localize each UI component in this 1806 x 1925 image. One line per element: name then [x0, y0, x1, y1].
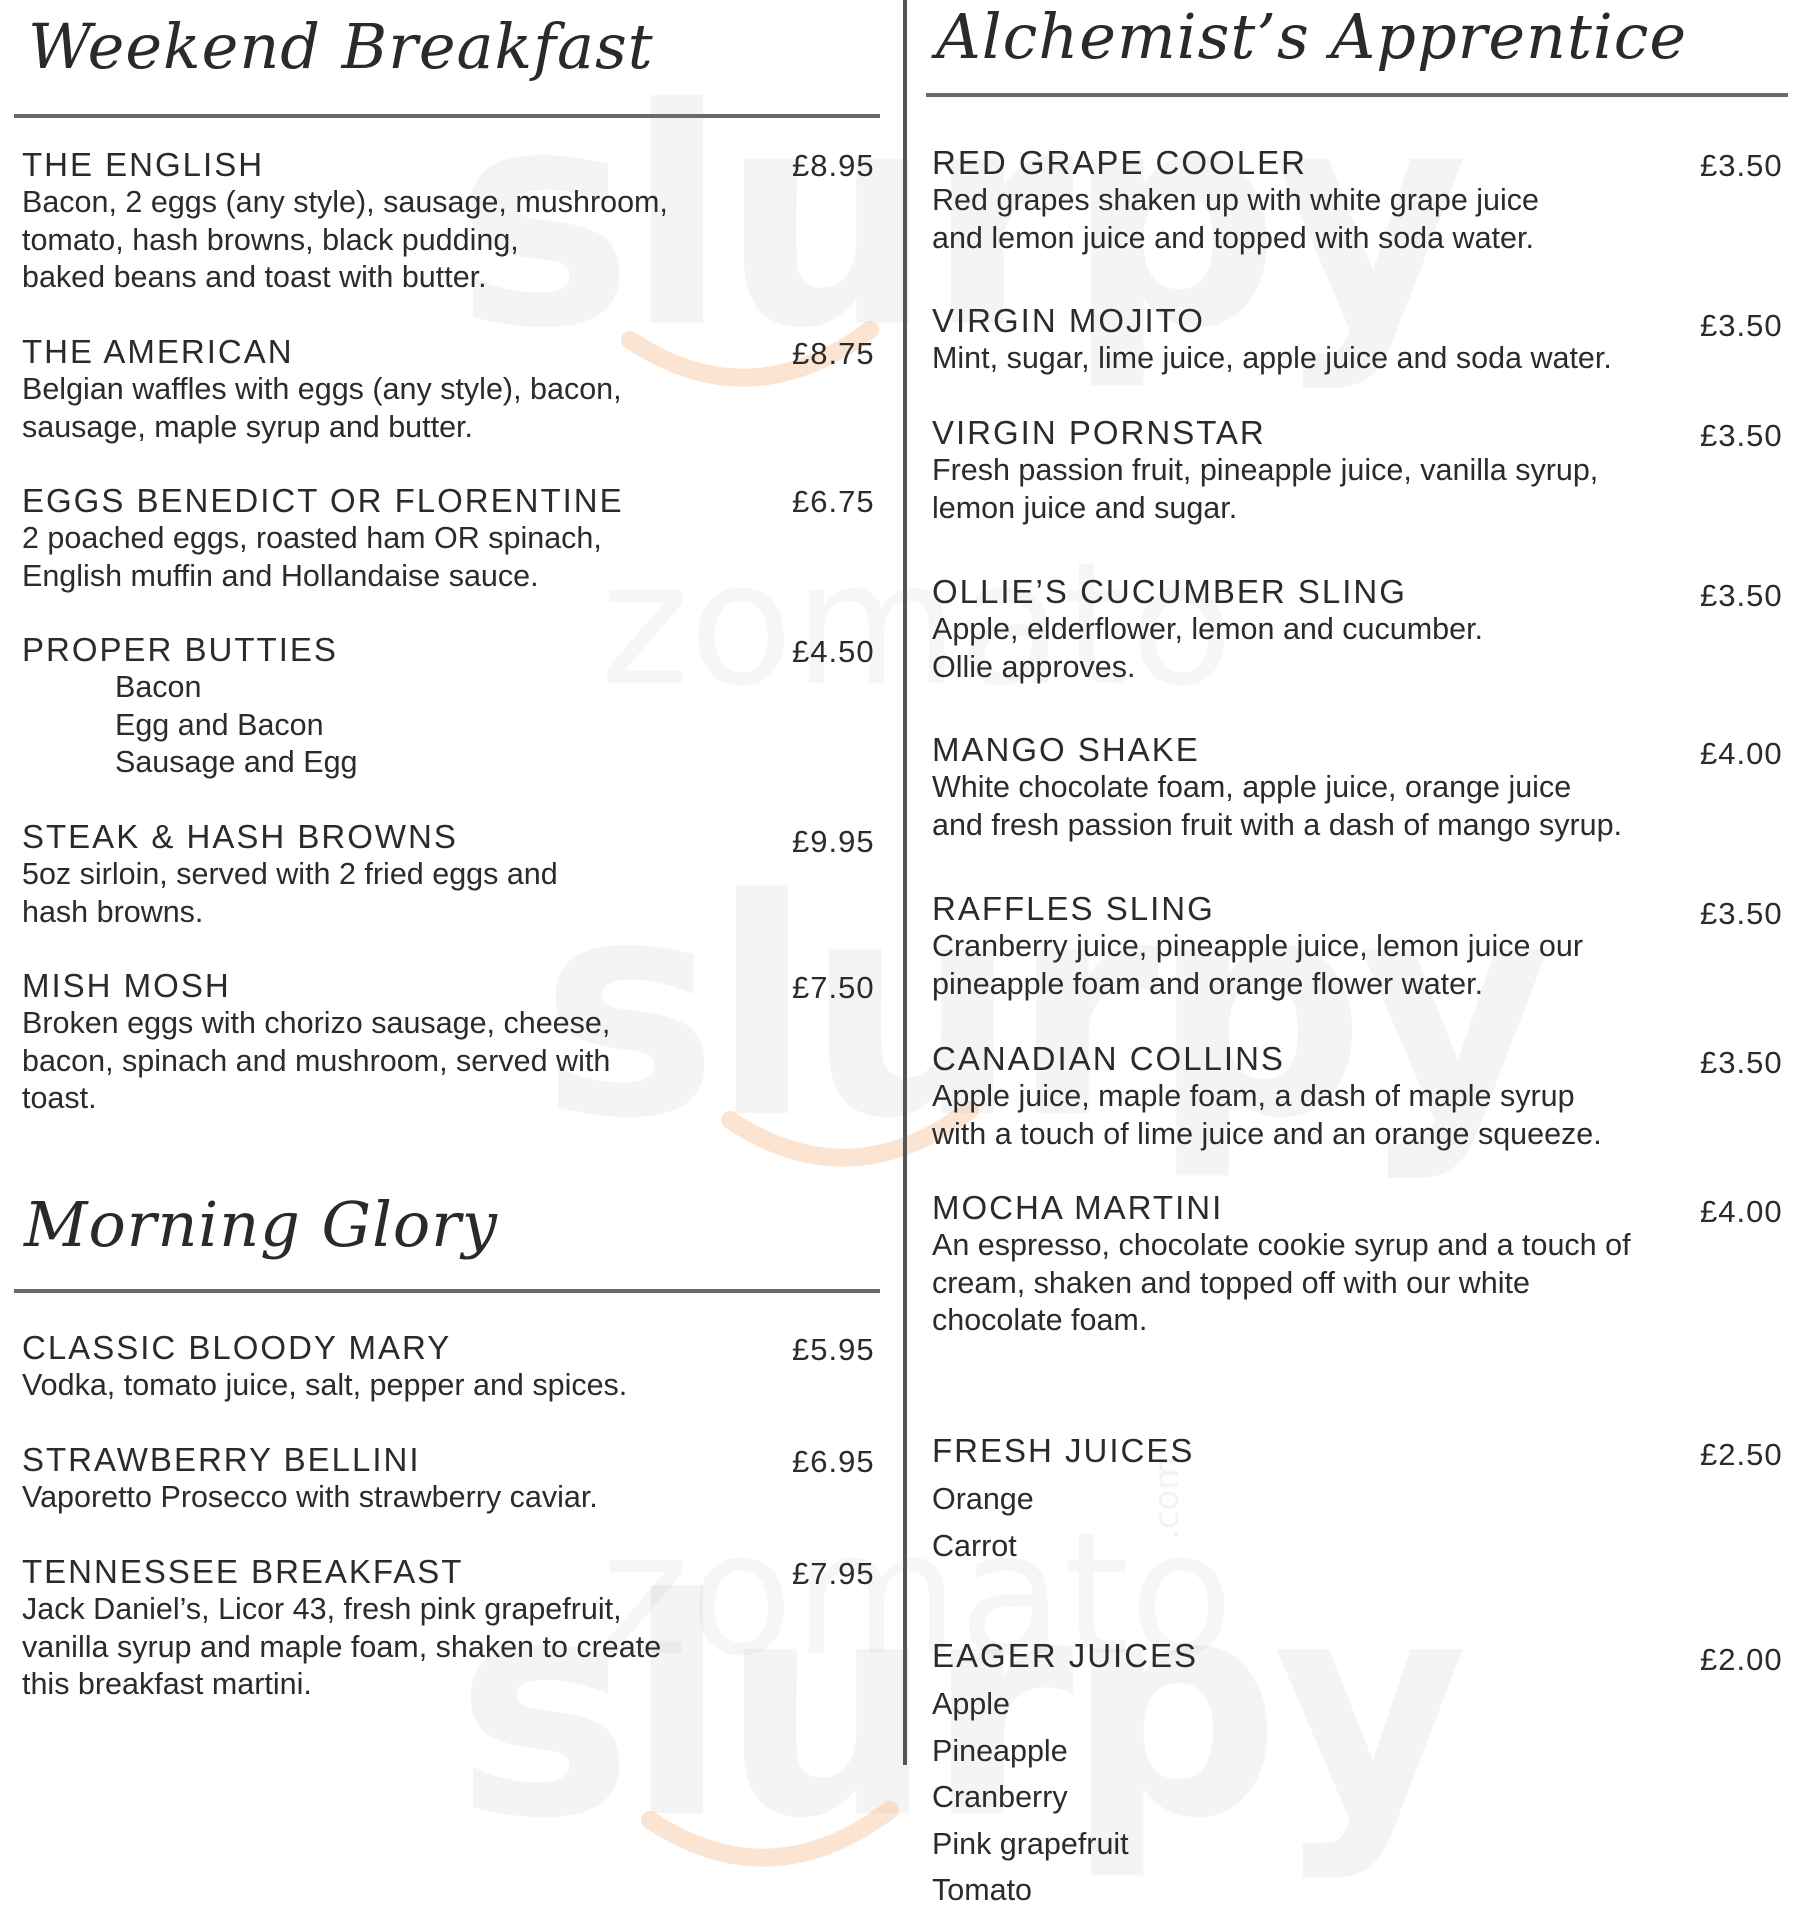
item-desc: 2 poached eggs, roasted ham OR spinach,	[22, 521, 602, 555]
item-name: THE ENGLISH	[22, 146, 265, 183]
item-desc: pineapple foam and orange flower water.	[932, 966, 1484, 1001]
item-price: £2.50	[1700, 1437, 1783, 1472]
juice-option: Orange	[932, 1482, 1034, 1516]
item-desc: chocolate foam.	[932, 1303, 1148, 1337]
item-desc: Vaporetto Prosecco with strawberry caviar.	[22, 1480, 598, 1514]
item-name: TENNESSEE BREAKFAST	[22, 1553, 464, 1590]
menu-item-strawberry-bellini	[22, 1441, 598, 1517]
item-name: EGGS BENEDICT OR FLORENTINE	[22, 482, 624, 519]
item-price: £2.00	[1700, 1642, 1783, 1677]
menu-item-eager-juices	[932, 1637, 1198, 1914]
item-name: VIRGIN MOJITO	[932, 302, 1205, 339]
item-name: FRESH JUICES	[932, 1432, 1195, 1469]
item-desc: Cranberry juice, pineapple juice, lemon juice our	[932, 929, 1584, 963]
item-desc: baked beans and toast with butter.	[22, 260, 487, 294]
item-name: CLASSIC BLOODY MARY	[22, 1329, 452, 1366]
item-desc: Ollie approves.	[932, 649, 1136, 684]
item-desc: Red grapes shaken up with white grape juice	[932, 183, 1539, 217]
section-title-alchemists-apprentice: Alchemist’s Apprentice	[936, 0, 1688, 73]
item-name: STEAK & HASH BROWNS	[22, 818, 458, 855]
item-desc: with a touch of lime juice and an orange squeeze.	[932, 1116, 1602, 1151]
menu-item-mango-shake	[932, 731, 1622, 844]
item-price: £3.50	[1700, 1045, 1783, 1080]
item-desc: toast.	[22, 1081, 97, 1115]
item-name: STRAWBERRY BELLINI	[22, 1441, 421, 1478]
item-option: Egg and Bacon	[115, 707, 324, 742]
juice-option: Tomato	[932, 1873, 1033, 1907]
menu-item-tennessee-breakfast	[22, 1553, 661, 1704]
item-desc: White chocolate foam, apple juice, orange juice	[932, 770, 1572, 804]
item-price: £6.95	[792, 1444, 875, 1479]
item-desc: English muffin and Hollandaise sauce.	[22, 558, 539, 593]
menu-item-virgin-mojito	[932, 302, 1612, 378]
item-desc: Fresh passion fruit, pineapple juice, vanilla syrup,	[932, 453, 1599, 487]
item-desc: lemon juice and sugar.	[932, 490, 1238, 525]
juice-option: Carrot	[932, 1528, 1017, 1563]
item-name: MANGO SHAKE	[932, 731, 1200, 768]
item-desc: Broken eggs with chorizo sausage, cheese,	[22, 1006, 611, 1040]
item-desc: An espresso, chocolate cookie syrup and a touch of	[932, 1228, 1631, 1262]
item-price: £9.95	[792, 824, 875, 859]
item-price: £8.95	[792, 148, 875, 183]
item-desc: and lemon juice and topped with soda water.	[932, 220, 1534, 255]
item-price: £3.50	[1700, 308, 1783, 343]
item-name: CANADIAN COLLINS	[932, 1040, 1285, 1077]
juice-option: Cranberry	[932, 1780, 1068, 1814]
item-name: PROPER BUTTIES	[22, 631, 338, 668]
item-desc: Vodka, tomato juice, salt, pepper and spices.	[22, 1368, 628, 1402]
item-desc: tomato, hash browns, black pudding,	[22, 222, 519, 257]
watermark-zomato-suffix: .com	[1147, 1456, 1187, 1540]
menu-item-raffles-sling	[932, 890, 1583, 1003]
item-price: £7.95	[792, 1556, 875, 1591]
item-desc: Belgian waffles with eggs (any style), bacon,	[22, 372, 622, 406]
section-rule-breakfast	[14, 114, 880, 118]
item-name: MOCHA MARTINI	[932, 1189, 1224, 1226]
menu-item-ollies-cucumber-sling	[932, 573, 1483, 686]
item-name: VIRGIN PORNSTAR	[932, 414, 1266, 451]
menu-item-the-american	[22, 333, 622, 446]
juice-option: Apple	[932, 1687, 1011, 1721]
item-desc: vanilla syrup and maple foam, shaken to create	[22, 1629, 662, 1664]
item-desc: this breakfast martini.	[22, 1667, 312, 1701]
section-rule-morning-glory	[14, 1289, 880, 1293]
item-name: MISH MOSH	[22, 967, 231, 1004]
item-desc: cream, shaken and topped off with our white	[932, 1265, 1530, 1300]
item-price: £8.75	[792, 336, 875, 371]
item-price: £3.50	[1700, 896, 1783, 931]
menu-item-classic-bloody-mary	[22, 1329, 627, 1405]
item-price: £3.50	[1700, 148, 1783, 183]
item-desc: Apple juice, maple foam, a dash of maple syrup	[932, 1079, 1575, 1113]
menu-item-eggs-benedict	[22, 482, 624, 595]
menu-item-mish-mosh	[22, 967, 610, 1118]
section-title-morning-glory: Morning Glory	[24, 1188, 498, 1261]
juice-option: Pineapple	[932, 1733, 1068, 1768]
item-desc: sausage, maple syrup and butter.	[22, 409, 474, 444]
item-desc: hash browns.	[22, 894, 204, 929]
item-price: £4.00	[1700, 736, 1783, 771]
menu-item-steak-hash-browns	[22, 818, 558, 931]
watermark-swoosh-bottom	[640, 1790, 900, 1890]
item-price: £4.50	[792, 634, 875, 669]
menu-item-proper-butties	[22, 631, 358, 782]
item-option: Bacon	[115, 670, 202, 704]
item-desc: Mint, sugar, lime juice, apple juice and soda water.	[932, 341, 1612, 375]
item-desc: and fresh passion fruit with a dash of mango syrup.	[932, 807, 1623, 842]
section-rule-alchemist	[926, 93, 1788, 97]
item-desc: bacon, spinach and mushroom, served with	[22, 1043, 611, 1078]
menu-item-canadian-collins	[932, 1040, 1602, 1153]
item-name: THE AMERICAN	[22, 333, 294, 370]
juice-option: Pink grapefruit	[932, 1826, 1129, 1861]
item-price: £5.95	[792, 1332, 875, 1367]
menu-item-mocha-martini	[932, 1189, 1631, 1340]
item-desc: Apple, elderflower, lemon and cucumber.	[932, 612, 1484, 646]
item-price: £3.50	[1700, 578, 1783, 613]
item-name: RAFFLES SLING	[932, 890, 1215, 927]
item-desc: 5oz sirloin, served with 2 fried eggs and	[22, 857, 558, 891]
item-name: EAGER JUICES	[932, 1637, 1199, 1674]
item-option: Sausage and Egg	[115, 745, 358, 779]
item-desc: Bacon, 2 eggs (any style), sausage, mushroom,	[22, 185, 668, 219]
item-desc: Jack Daniel’s, Licor 43, fresh pink grapefruit,	[22, 1592, 622, 1626]
menu-item-virgin-pornstar	[932, 414, 1598, 527]
item-price: £4.00	[1700, 1194, 1783, 1229]
item-name: OLLIE’S CUCUMBER SLING	[932, 573, 1407, 610]
item-price: £3.50	[1700, 418, 1783, 453]
item-price: £6.75	[792, 484, 875, 519]
item-name: RED GRAPE COOLER	[932, 144, 1307, 181]
menu-item-fresh-juices	[932, 1432, 1194, 1569]
menu-item-the-english	[22, 146, 668, 297]
column-divider	[903, 0, 907, 1765]
item-price: £7.50	[792, 970, 875, 1005]
menu-item-red-grape-cooler	[932, 144, 1539, 257]
section-title-weekend-breakfast: Weekend Breakfast	[28, 10, 654, 83]
